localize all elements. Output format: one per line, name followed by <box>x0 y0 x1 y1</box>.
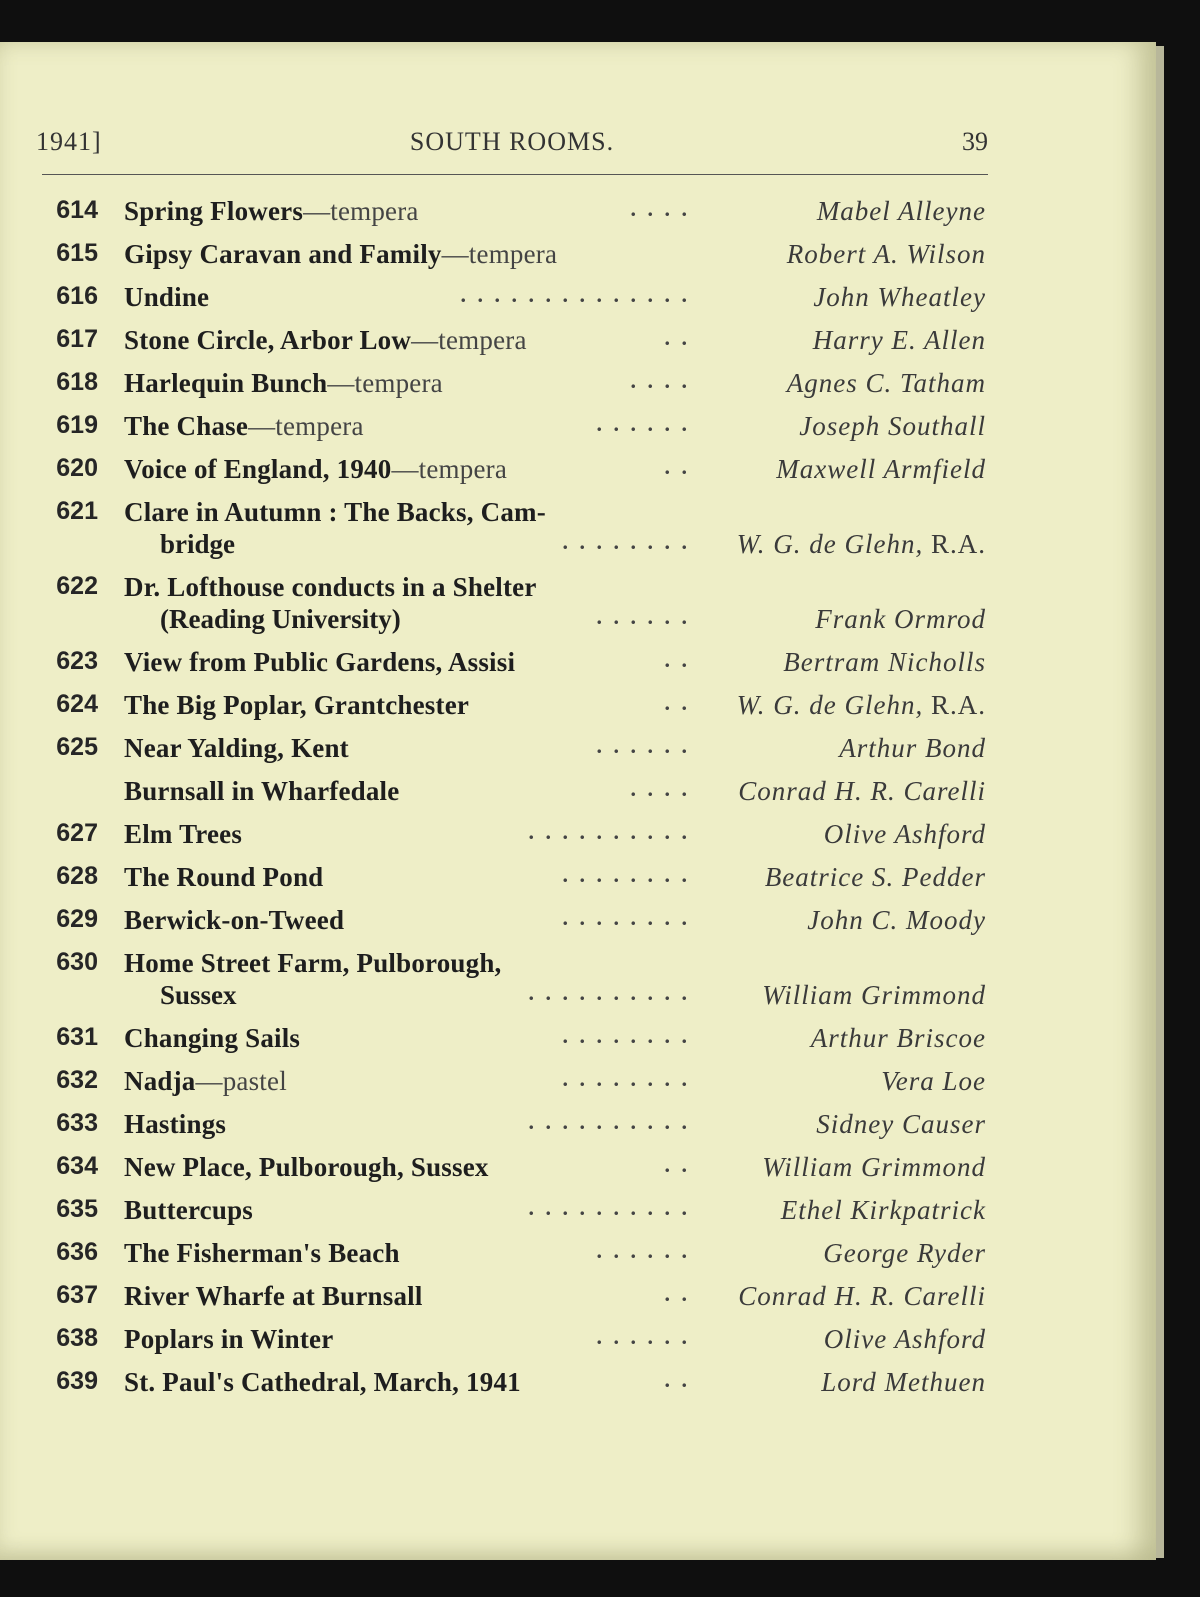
entry-number: 620 <box>56 454 98 482</box>
entry-title <box>124 1238 400 1269</box>
artist-suffix: R.A. <box>930 529 986 559</box>
entry-artist <box>807 905 986 936</box>
artist-name: Arthur Briscoe <box>810 1023 986 1053</box>
entry-number: 625 <box>56 733 98 761</box>
entry-title <box>124 196 419 227</box>
entry-number: 630 <box>56 948 98 976</box>
entry-number: 636 <box>56 1238 98 1266</box>
header-year: 1941] <box>36 127 102 156</box>
entry-title-text: The Chase <box>124 411 249 441</box>
entry-artist <box>781 1195 986 1226</box>
entry-artist <box>762 1152 986 1183</box>
entry-title-text: Elm Trees <box>124 819 243 849</box>
entry-title-text: Spring Flowers <box>124 196 304 226</box>
entry-number: 633 <box>56 1109 98 1137</box>
entry-number: 632 <box>56 1066 98 1094</box>
entry-title-text: Stone Circle, Arbor Low <box>124 325 412 355</box>
entry-title <box>124 1367 521 1398</box>
catalogue-entry <box>40 1023 1000 1066</box>
entry-title <box>124 647 515 678</box>
entry-title-text: New Place, Pulborough, Sussex <box>124 1152 489 1182</box>
entry-number: 639 <box>56 1367 98 1395</box>
leader-dots: . . . . . . . . <box>562 1066 690 1091</box>
artist-name: Arthur Bond <box>839 733 986 763</box>
leader-dots: . . . . . . . . <box>562 1023 690 1048</box>
catalogue-entry <box>40 1324 1000 1367</box>
entry-title-line2: (Reading University) <box>160 604 401 634</box>
entry-artist <box>799 411 986 442</box>
artist-name: Robert A. Wilson <box>786 239 986 269</box>
entry-title-text: View from Public Gardens, Assisi <box>124 647 516 677</box>
entry-title-text: The Fisherman's Beach <box>124 1238 400 1268</box>
entry-title <box>124 1324 333 1355</box>
entry-number: 617 <box>56 325 98 353</box>
entry-title-text: Changing Sails <box>124 1023 301 1053</box>
entry-title-text: River Wharfe at Burnsall <box>124 1281 423 1311</box>
leader-dots: . . . . <box>630 368 690 393</box>
catalogue-entry <box>40 368 1000 411</box>
entry-artist <box>776 454 986 485</box>
entry-title-text: Dr. Lofthouse conducts in a Shelter <box>124 572 537 602</box>
entry-title <box>124 572 537 603</box>
entry-title-text: Poplars in Winter <box>124 1324 334 1354</box>
entry-artist <box>762 980 986 1011</box>
leader-dots: . . <box>664 325 690 350</box>
leader-dots: . . <box>664 647 690 672</box>
artist-name: Olive Ashford <box>823 819 986 849</box>
entry-medium: —tempera <box>303 196 419 226</box>
entry-title-text: Home Street Farm, Pulborough, <box>124 948 502 978</box>
entry-medium: —tempera <box>391 454 507 484</box>
artist-name: Maxwell Armfield <box>776 454 986 484</box>
entry-artist <box>811 1023 986 1054</box>
entry-title-line2: Sussex <box>160 980 237 1010</box>
entry-artist <box>783 647 986 678</box>
catalogue-entry <box>40 497 1000 572</box>
entry-artist <box>839 733 986 764</box>
catalogue-entries <box>40 196 1000 1410</box>
artist-name: Joseph Southall <box>799 411 986 441</box>
entry-title <box>124 325 527 356</box>
entry-title <box>124 411 364 442</box>
entry-artist <box>787 239 986 270</box>
catalogue-entry <box>40 819 1000 862</box>
catalogue-entry <box>40 239 1000 282</box>
leader-dots: . . <box>664 454 690 479</box>
artist-name: Conrad H. R. Carelli <box>738 1281 986 1311</box>
entry-artist <box>815 604 986 635</box>
entry-title <box>124 454 507 485</box>
artist-name: Agnes C. Tatham <box>786 368 986 398</box>
entry-title-text: The Round Pond <box>124 862 324 892</box>
entry-number: 615 <box>56 239 98 267</box>
catalogue-entry <box>40 776 1000 819</box>
entry-title-text: Berwick-on-Tweed <box>124 905 345 935</box>
leader-dots: . . . . . . <box>596 1324 690 1349</box>
catalogue-entry <box>40 862 1000 905</box>
leader-dots: . . . . . . . . <box>562 905 690 930</box>
entry-title <box>124 1152 489 1183</box>
entry-number: 616 <box>56 282 98 310</box>
entry-number: 624 <box>56 690 98 718</box>
entry-number: 619 <box>56 411 98 439</box>
catalogue-entry <box>40 411 1000 454</box>
entry-artist <box>737 529 986 560</box>
artist-name: Sidney Causer <box>816 1109 986 1139</box>
page-edge <box>1156 46 1164 1558</box>
entry-artist <box>881 1066 986 1097</box>
entry-title-text: Clare in Autumn : The Backs, Cam- <box>124 497 546 527</box>
entry-title <box>124 905 344 936</box>
artist-name: Lord Methuen <box>821 1367 986 1397</box>
entry-number: 634 <box>56 1152 98 1180</box>
catalogue-entry <box>40 1281 1000 1324</box>
leader-dots: . . <box>664 1367 690 1392</box>
catalogue-entry <box>40 196 1000 239</box>
entry-title <box>124 819 242 850</box>
artist-name: John C. Moody <box>807 905 986 935</box>
entry-medium: —tempera <box>248 411 364 441</box>
artist-name: George Ryder <box>823 1238 986 1268</box>
leader-dots: . . . . . . . . . . <box>528 1195 690 1220</box>
entry-title <box>124 497 546 528</box>
catalogue-entry <box>40 325 1000 368</box>
entry-artist <box>813 282 986 313</box>
entry-artist <box>787 368 986 399</box>
entry-title <box>124 733 349 764</box>
artist-name: W. G. de Glehn, <box>736 690 924 720</box>
catalogue-entry <box>40 647 1000 690</box>
entry-number: 614 <box>56 196 98 224</box>
catalogue-entry <box>40 905 1000 948</box>
entry-title <box>124 239 557 270</box>
leader-dots: . . <box>664 1281 690 1306</box>
artist-name: W. G. de Glehn, <box>736 529 924 559</box>
leader-dots: . . . . . . <box>596 411 690 436</box>
artist-name: Conrad H. R. Carelli <box>738 776 986 806</box>
entry-title-line2: bridge <box>160 529 236 559</box>
entry-title <box>124 776 399 807</box>
artist-name: William Grimmond <box>762 980 986 1010</box>
leader-dots: . . . . <box>630 776 690 801</box>
entry-artist <box>823 1238 986 1269</box>
entry-number: 622 <box>56 572 98 600</box>
entry-title <box>124 1195 253 1226</box>
leader-dots: . . . . . . . . . . . . . . <box>460 282 690 307</box>
entry-number: 638 <box>56 1324 98 1352</box>
leader-dots: . . . . . . <box>596 733 690 758</box>
entry-artist <box>738 1281 986 1312</box>
entry-title-text: Undine <box>124 282 210 312</box>
artist-name: Beatrice S. Pedder <box>764 862 986 892</box>
entry-artist <box>738 776 986 807</box>
catalogue-entry <box>40 1195 1000 1238</box>
artist-name: John Wheatley <box>813 282 986 312</box>
entry-title-text: St. Paul's Cathedral, March, 1941 <box>124 1367 521 1397</box>
entry-title <box>124 282 209 313</box>
header-rule <box>42 174 988 175</box>
catalogue-entry <box>40 1152 1000 1195</box>
entry-number: 623 <box>56 647 98 675</box>
catalogue-entry <box>40 1238 1000 1281</box>
leader-dots: . . . . . . <box>596 1238 690 1263</box>
entry-artist <box>816 1109 986 1140</box>
entry-title-text: Gipsy Caravan and Family <box>124 239 442 269</box>
leader-dots: . . <box>664 690 690 715</box>
entry-title <box>124 1023 300 1054</box>
artist-name: Olive Ashford <box>823 1324 986 1354</box>
leader-dots: . . . . <box>630 196 690 221</box>
entry-title <box>124 1066 287 1097</box>
entry-number: 618 <box>56 368 98 396</box>
entry-artist <box>817 196 986 227</box>
entry-medium: —pastel <box>195 1066 287 1096</box>
catalogue-entry <box>40 282 1000 325</box>
artist-name: Ethel Kirkpatrick <box>780 1195 986 1225</box>
leader-dots: . . . . . . . . <box>562 862 690 887</box>
catalogue-entry <box>40 948 1000 1023</box>
leader-dots: . . . . . . . . . . <box>528 819 690 844</box>
entry-number: 621 <box>56 497 98 525</box>
entry-title <box>124 1281 423 1312</box>
artist-suffix: R.A. <box>930 690 986 720</box>
entry-number: 629 <box>56 905 98 933</box>
artist-name: Frank Ormrod <box>815 604 986 634</box>
artist-name: Mabel Alleyne <box>816 196 986 226</box>
entry-title <box>124 368 443 399</box>
catalogue-entry <box>40 572 1000 647</box>
entry-title-text: Nadja <box>124 1066 196 1096</box>
entry-title-text: Buttercups <box>124 1195 254 1225</box>
leader-dots: . . . . . . . . . . <box>528 1109 690 1134</box>
entry-number: 635 <box>56 1195 98 1223</box>
catalogue-entry <box>40 1367 1000 1410</box>
catalogue-entry <box>40 454 1000 497</box>
entry-title-text: Voice of England, 1940 <box>124 454 392 484</box>
header-title: SOUTH ROOMS. <box>409 127 615 156</box>
artist-name: Vera Loe <box>881 1066 986 1096</box>
entry-medium: —tempera <box>411 325 527 355</box>
artist-name: Bertram Nicholls <box>783 647 986 677</box>
entry-title <box>124 948 502 979</box>
entry-title-text: Hastings <box>124 1109 227 1139</box>
leader-dots: . . <box>664 1152 690 1177</box>
entry-medium: —tempera <box>441 239 558 269</box>
artist-name: William Grimmond <box>762 1152 986 1182</box>
entry-title-text: Near Yalding, Kent <box>124 733 349 763</box>
page-header <box>36 127 988 163</box>
entry-number: 631 <box>56 1023 98 1051</box>
catalogue-entry <box>40 733 1000 776</box>
entry-number: 628 <box>56 862 98 890</box>
entry-title <box>124 1109 226 1140</box>
artist-name: Harry E. Allen <box>812 325 986 355</box>
entry-artist <box>824 819 986 850</box>
catalogue-entry <box>40 1109 1000 1152</box>
entry-title-text: Burnsall in Wharfedale <box>124 776 400 806</box>
entry-artist <box>737 690 986 721</box>
entry-number: 637 <box>56 1281 98 1309</box>
catalogue-entry <box>40 1066 1000 1109</box>
entry-title <box>124 862 323 893</box>
entry-title-text: Harlequin Bunch <box>124 368 328 398</box>
entry-medium: —tempera <box>327 368 443 398</box>
catalogue-entry <box>40 690 1000 733</box>
entry-artist <box>821 1367 986 1398</box>
leader-dots: . . . . . . . . <box>562 529 690 554</box>
leader-dots: . . . . . . <box>596 604 690 629</box>
entry-title-text: The Big Poplar, Grantchester <box>124 690 470 720</box>
leader-dots: . . . . . . . . . . <box>528 980 690 1005</box>
entry-number: 627 <box>56 819 98 847</box>
page-number: 39 <box>962 127 988 156</box>
entry-artist <box>765 862 986 893</box>
entry-artist <box>813 325 986 356</box>
entry-title <box>124 690 469 721</box>
entry-artist <box>824 1324 986 1355</box>
